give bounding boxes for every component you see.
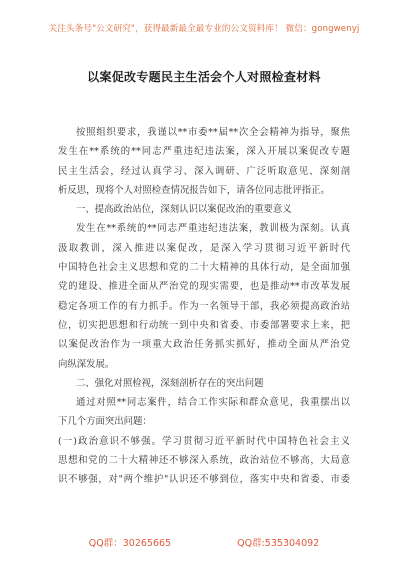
body-line: 下几个方面突出问题： <box>58 416 152 428</box>
body-line: 党的建设、推进全面从严治党的现实需要，也是推动**市改革发展 <box>58 281 350 293</box>
body-line: 通过对照**同志案件，结合工作实际和群众意见，我重摆出以 <box>76 397 350 409</box>
body-line: 识不够强，对"两个维护"认识还不够到位，落实中央和省委、市委 <box>58 474 350 486</box>
qq-group-2: QQ群:535304092 <box>237 538 320 549</box>
body-line: 向纵深发展。 <box>58 358 115 370</box>
body-line: 以案促改治作为一项重大政治任务抓实抓好，推动全面从严治党 <box>58 339 350 351</box>
section-heading: 二、强化对照检视，深刻剖析存在的突出问题 <box>76 377 264 389</box>
body-line: 稳定各项工作的有力抓手。作为一名领导干部，我必须提高政治站 <box>58 300 350 312</box>
body-line: 思想和党的二十大精神还不够深入系统，政治站位不够高，大局意 <box>58 455 350 467</box>
body-line: 中国特色社会主义思想和党的二十大精神的具体行动，是全面加强 <box>58 262 350 274</box>
body-line: 汲取教训，深入推进以案促改，是深入学习贯彻习近平新时代 <box>58 242 350 254</box>
body-line: 发生在**系统的**同志严重违纪违法案，教训极为深刻。认真 <box>76 223 350 235</box>
document-body <box>58 123 350 490</box>
body-line: (一)政治意识不够强。学习贯彻习近平新时代中国特色社会主义 <box>58 435 350 447</box>
body-line: 析反思，现将个人对照检查情况报告如下，请各位同志批评指正。 <box>58 184 330 196</box>
body-line: 按照组织要求，我谨以**市委**届**次全会精神为指导，聚焦 <box>76 127 350 138</box>
promo-banner: 关注头条号"公文研究"，获得最新最全最专业的公文资料库！ 微信：gongwenyj <box>48 24 360 34</box>
qq-group-1: QQ群：30265665 <box>88 538 172 549</box>
section-heading: 一、提高政治站位，深刻认识以案促改治的重要意义 <box>76 204 292 216</box>
body-line: 位，切实把思想和行动统一到中央和省委、市委部署要求上来，把 <box>58 319 350 331</box>
document-title: 以案促改专题民主生活会个人对照检查材料 <box>87 70 321 84</box>
body-line: 民主生活会，经过认真学习、深入调研、广泛听取意见、深刻剖 <box>58 165 350 177</box>
footer-contact <box>0 535 408 549</box>
body-line: 发生在**系统的**同志严重违纪违法案，深入开展以案促改专题 <box>58 146 350 158</box>
